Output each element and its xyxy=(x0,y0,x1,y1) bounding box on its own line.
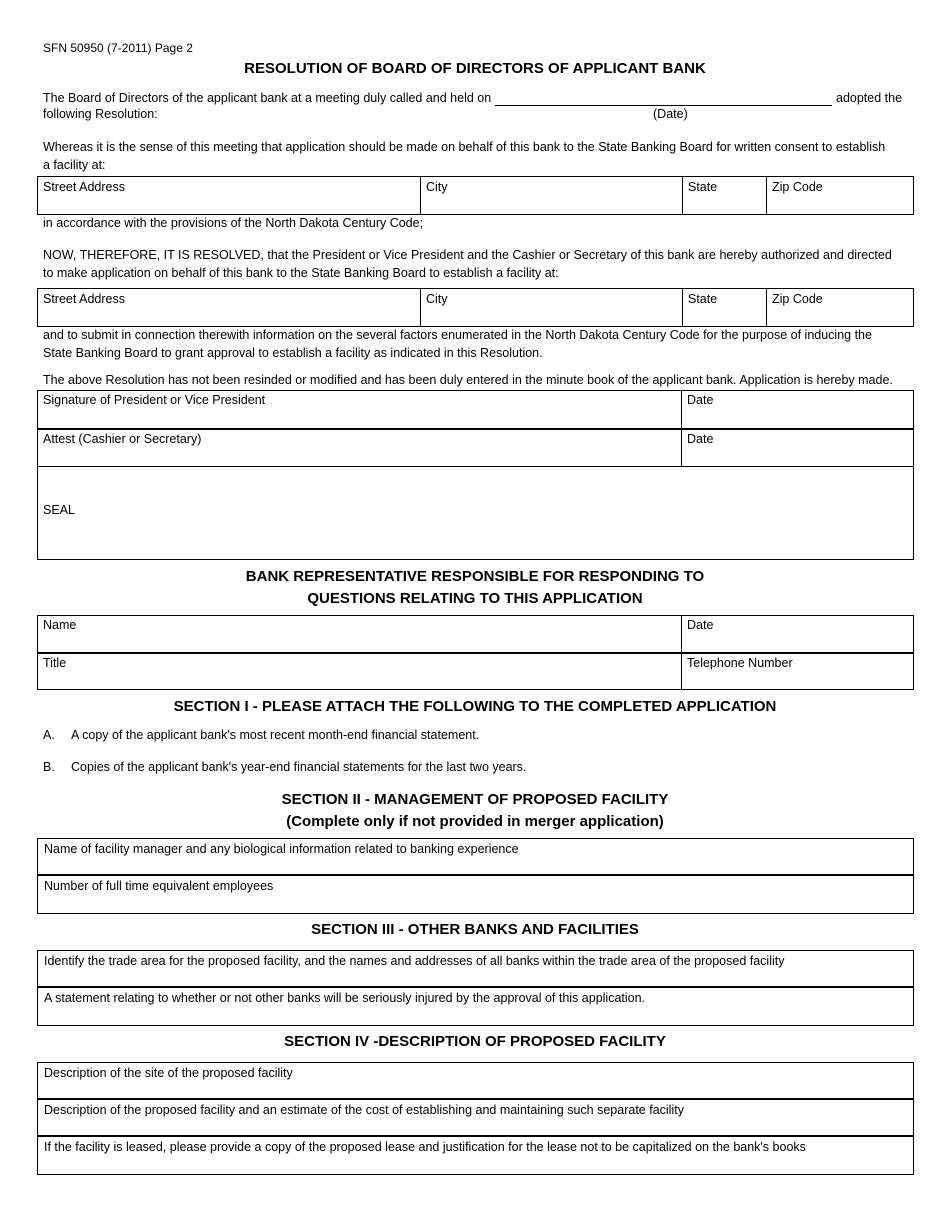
attest-label: Attest (Cashier or Secretary) xyxy=(43,432,202,446)
form-id: SFN 50950 (7-2011) Page 2 xyxy=(43,41,193,55)
state-label: State xyxy=(688,180,718,194)
attest-date-field[interactable] xyxy=(681,430,913,467)
section1-item-a xyxy=(43,728,479,742)
trade-area-field[interactable] xyxy=(38,951,913,988)
rep-name-field[interactable] xyxy=(38,616,681,653)
rep-name-label: Name xyxy=(43,618,77,632)
field-label: Description of the site of the proposed facility xyxy=(44,1066,293,1080)
rep-date-label: Date xyxy=(687,618,714,632)
rep-title-field[interactable] xyxy=(38,654,681,689)
section4-fields xyxy=(37,1062,914,1175)
submit-line1: and to submit in connection therewith information on the several factors enumerated in the North Dakota Century Code for the purpose of inducing the xyxy=(43,328,872,342)
item-letter: A. xyxy=(43,728,55,742)
street-address-field-2[interactable] xyxy=(38,289,420,326)
item-text: A copy of the applicant bank's most recent month-end financial statement. xyxy=(71,728,480,742)
field-label: Description of the proposed facility and an estimate of the cost of establishing and maintaining such separate facility xyxy=(44,1103,684,1117)
rep-title-label: Title xyxy=(43,656,67,670)
rep-phone-field[interactable] xyxy=(681,654,913,689)
whereas-line2: a facility at: xyxy=(43,158,106,172)
page-title: RESOLUTION OF BOARD OF DIRECTORS OF APPLICANT BANK xyxy=(244,60,706,77)
rep-heading-line2: QUESTIONS RELATING TO THIS APPLICATION xyxy=(307,590,643,607)
date-label: Date xyxy=(687,432,714,446)
section2-fields xyxy=(37,838,914,914)
section3-heading: SECTION III - OTHER BANKS AND FACILITIES xyxy=(311,921,639,938)
meeting-date-input[interactable] xyxy=(495,104,832,106)
street-address-label: Street Address xyxy=(43,292,125,306)
president-date-field[interactable] xyxy=(681,391,913,428)
zip-field-2[interactable] xyxy=(766,289,914,326)
injury-statement-field[interactable] xyxy=(38,988,913,1025)
section3-fields xyxy=(37,950,914,1026)
section4-heading: SECTION IV -DESCRIPTION OF PROPOSED FACILITY xyxy=(284,1033,666,1050)
city-label: City xyxy=(426,292,448,306)
field-label: A statement relating to whether or not other banks will be seriously injured by the approval of this application. xyxy=(44,991,646,1005)
city-field-2[interactable] xyxy=(420,289,682,326)
divider xyxy=(38,466,913,467)
facility-address-row-2 xyxy=(37,288,914,327)
intro-line2: following Resolution: xyxy=(43,107,158,121)
street-address-field-1[interactable] xyxy=(38,177,420,214)
president-signature-label: Signature of President or Vice President xyxy=(43,393,266,407)
attest-signature-field[interactable] xyxy=(38,430,681,467)
president-signature-field[interactable] xyxy=(38,391,681,428)
state-field-1[interactable] xyxy=(682,177,766,214)
zip-field-1[interactable] xyxy=(766,177,914,214)
state-field-2[interactable] xyxy=(682,289,766,326)
now-therefore-line2: to make application on behalf of this bank to the State Banking Board to establish a facility at: xyxy=(43,266,559,280)
city-label: City xyxy=(426,180,448,194)
submit-line2: State Banking Board to grant approval to establish a facility as indicated in this Resolution. xyxy=(43,346,543,360)
site-description-field[interactable] xyxy=(38,1063,913,1100)
now-therefore-line1: NOW, THEREFORE, IT IS RESOLVED, that the President or Vice President and the Cashier or Secretary of this bank are hereby authorized and directed xyxy=(43,248,892,262)
item-letter: B. xyxy=(43,760,55,774)
lease-field[interactable] xyxy=(38,1137,913,1174)
facility-address-row-1 xyxy=(37,176,914,215)
field-label: If the facility is leased, please provide a copy of the proposed lease and justification for the lease not to be capitalized on the bank's books xyxy=(44,1140,806,1154)
intro-adopted: adopted the xyxy=(836,91,903,105)
rep-phone-label: Telephone Number xyxy=(687,656,793,670)
resolution-statement: The above Resolution has not been resinded or modified and has been duly entered in the minute book of the applicant bank. Application is hereby made. xyxy=(43,373,893,387)
intro-text: The Board of Directors of the applicant bank at a meeting duly called and held on xyxy=(43,91,492,105)
facility-manager-field[interactable] xyxy=(38,839,913,876)
field-label: Identify the trade area for the proposed facility, and the names and addresses of all banks within the trade area of the proposed facility xyxy=(44,954,785,968)
section1-heading: SECTION I - PLEASE ATTACH THE FOLLOWING TO THE COMPLETED APPLICATION xyxy=(173,698,777,715)
state-label: State xyxy=(688,292,718,306)
date-label: Date xyxy=(687,393,714,407)
rep-heading-line1: BANK REPRESENTATIVE RESPONSIBLE FOR RESPONDING TO xyxy=(245,568,705,585)
section1-item-b xyxy=(43,760,526,774)
field-label: Number of full time equivalent employees xyxy=(44,879,274,893)
zip-label: Zip Code xyxy=(772,180,823,194)
employees-field[interactable] xyxy=(38,876,913,913)
city-field-1[interactable] xyxy=(420,177,682,214)
rep-fields-box xyxy=(37,615,914,690)
seal-label: SEAL xyxy=(43,503,75,517)
field-label: Name of facility manager and any biological information related to banking experience xyxy=(44,842,519,856)
section2-subheading: (Complete only if not provided in merger application) xyxy=(286,813,664,830)
street-address-label: Street Address xyxy=(43,180,125,194)
date-caption: (Date) xyxy=(653,107,688,121)
whereas-line1: Whereas it is the sense of this meeting that application should be made on behalf of this bank to the State Banking Board for written consent to establish xyxy=(43,140,886,154)
zip-label: Zip Code xyxy=(772,292,823,306)
facility-cost-field[interactable] xyxy=(38,1100,913,1137)
rep-date-field[interactable] xyxy=(681,616,913,653)
section2-heading: SECTION II - MANAGEMENT OF PROPOSED FACILITY xyxy=(281,791,669,808)
item-text: Copies of the applicant bank's year-end financial statements for the last two years. xyxy=(71,760,527,774)
accordance-text: in accordance with the provisions of the North Dakota Century Code; xyxy=(43,216,424,230)
signature-block xyxy=(37,390,914,560)
